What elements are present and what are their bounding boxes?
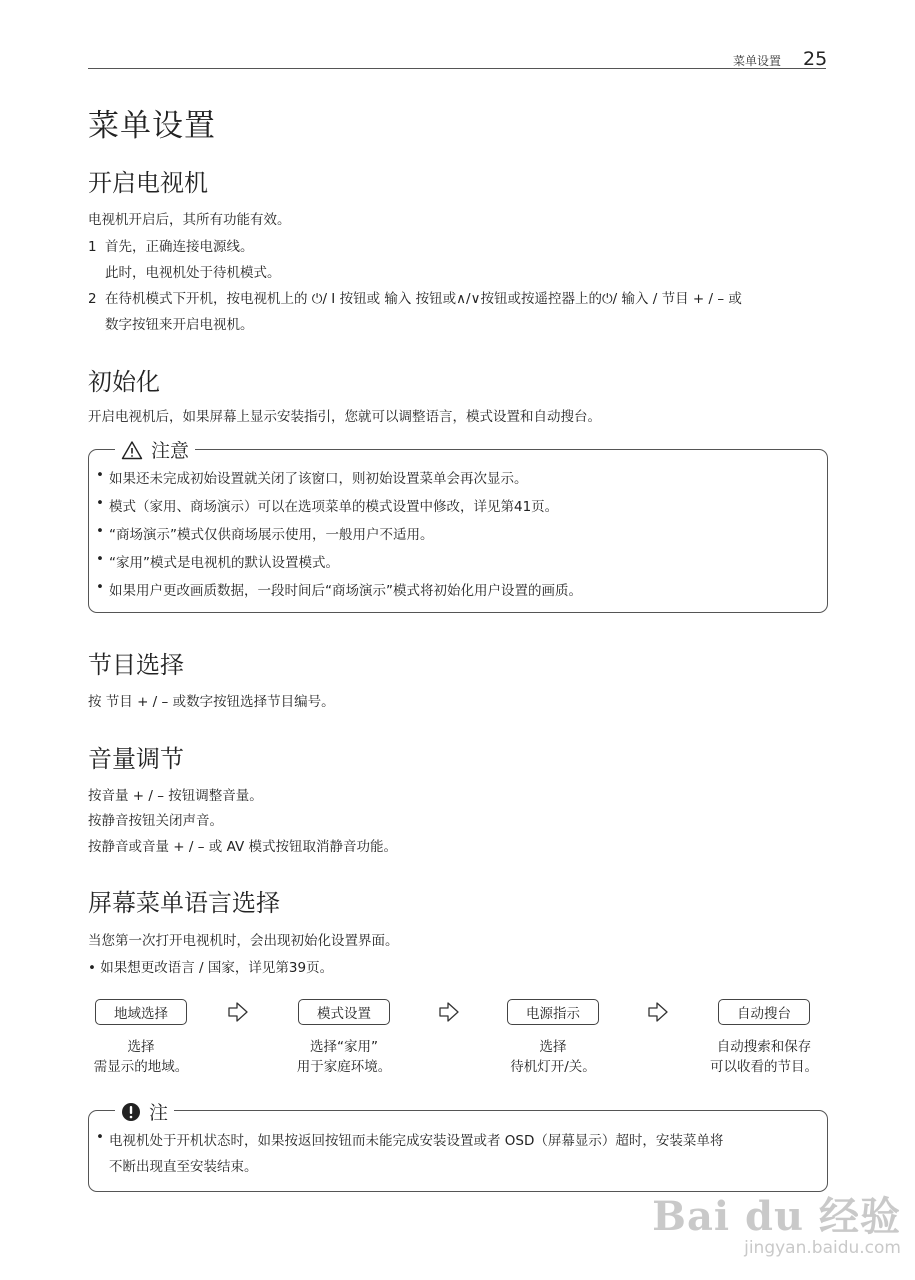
program-heading: 节目选择 <box>88 651 184 679</box>
list-item: • 电视机处于开机状态时，如果按返回按钮而未能完成安装设置或者 OSD（屏幕显示）超时，安装菜单将 <box>89 1129 723 1155</box>
volume-line-1: 按音量 + / – 按钮调整音量。 <box>88 788 263 804</box>
page-title: 菜单设置 <box>88 108 216 144</box>
osd-heading: 屏幕菜单语言选择 <box>88 889 280 917</box>
list-item: • “商场演示”模式仅供商场展示使用，一般用户不适用。 <box>89 523 582 551</box>
flow-caption-line-1: 选择“家用” <box>310 1039 378 1055</box>
step-text: 在待机模式下开机，按电视机上的 ⏻/ I 按钮或 输入 按钮或∧/∨按钮或按遥控器上的⏻/ 输入 / 节目 + / – 或 <box>105 291 742 307</box>
power-on-heading: 开启电视机 <box>88 169 208 197</box>
arrow-right-icon <box>646 1000 670 1024</box>
step-1-line-1 <box>88 235 254 255</box>
step-number: 1 <box>88 239 97 255</box>
note-list <box>89 1129 723 1181</box>
flow-caption <box>279 1037 409 1077</box>
flow-caption-line-2: 需显示的地域。 <box>93 1059 189 1075</box>
init-heading: 初始化 <box>88 368 160 396</box>
step-1-line-2: 此时，电视机处于待机模式。 <box>105 265 281 281</box>
warning-icon <box>121 440 143 460</box>
list-item: • 模式（家用、商场演示）可以在选项菜单的模式设置中修改，详见第41页。 <box>89 495 582 523</box>
caution-title-text: 注意 <box>151 440 190 462</box>
flow-caption-line-1: 选择 <box>127 1039 155 1055</box>
volume-line-3: 按静音或音量 + / – 或 AV 模式按钮取消静音功能。 <box>88 839 397 855</box>
mode-setting-box: 模式设置 <box>298 999 390 1025</box>
list-item: • 如果还未完成初始设置就关闭了该窗口，则初始设置菜单会再次显示。 <box>89 467 582 495</box>
step-text: 首先，正确连接电源线。 <box>105 239 254 255</box>
baidu-url: jingyan.baidu.com <box>744 1238 901 1258</box>
flow-caption-line-1: 选择 <box>539 1039 567 1055</box>
power-indicator-box: 电源指示 <box>507 999 599 1025</box>
flow-caption-line-2: 待机灯开/关。 <box>510 1059 596 1075</box>
exclamation-icon <box>121 1102 141 1122</box>
step-2-line-2: 数字按钮来开启电视机。 <box>105 317 254 333</box>
volume-heading: 音量调节 <box>88 745 184 773</box>
flow-step-mode <box>279 999 409 1077</box>
flow-step-auto-tuning <box>696 999 832 1077</box>
flow-caption <box>488 1037 618 1077</box>
header-section-title: 菜单设置 <box>733 54 782 68</box>
osd-line-2: • 如果想更改语言 / 国家，详见第39页。 <box>88 960 334 976</box>
caution-title <box>115 436 195 463</box>
volume-line-2: 按静音按钮关闭声音。 <box>88 813 223 829</box>
arrow-right-icon <box>437 1000 461 1024</box>
flow-caption-line-2: 用于家庭环境。 <box>296 1059 392 1075</box>
note-title <box>115 1098 174 1125</box>
list-item: • 如果用户更改画质数据，一段时间后“商场演示”模式将初始化用户设置的画质。 <box>89 579 582 607</box>
program-text: 按 节目 + / – 或数字按钮选择节目编号。 <box>88 694 335 710</box>
header-divider <box>88 68 826 69</box>
step-2-line-1 <box>88 287 742 307</box>
list-item: • “家用”模式是电视机的默认设置模式。 <box>89 551 582 579</box>
flow-caption <box>74 1037 208 1077</box>
note-title-text: 注 <box>149 1102 169 1124</box>
osd-line-1: 当您第一次打开电视机时，会出现初始化设置界面。 <box>88 933 399 949</box>
flow-caption-line-1: 自动搜索和保存 <box>716 1039 812 1055</box>
flow-caption <box>696 1037 832 1077</box>
power-on-intro: 电视机开启后，其所有功能有效。 <box>88 212 291 228</box>
baidu-watermark <box>652 1185 901 1258</box>
page-number: 25 <box>803 48 828 70</box>
auto-tuning-box: 自动搜台 <box>718 999 810 1025</box>
step-number: 2 <box>88 291 97 307</box>
region-select-box: 地域选择 <box>95 999 187 1025</box>
arrow-right-icon <box>226 1000 250 1024</box>
flow-step-region <box>74 999 208 1077</box>
init-text: 开启电视机后，如果屏幕上显示安装指引，您就可以调整语言，模式设置和自动搜台。 <box>88 409 601 425</box>
baidu-logo: Bai du 经验 <box>652 1193 901 1240</box>
flow-caption-line-2: 可以收看的节目。 <box>710 1059 818 1075</box>
caution-box <box>88 440 828 613</box>
flow-step-power-indicator <box>488 999 618 1077</box>
list-item-continuation: 不断出现直至安装结束。 <box>109 1159 258 1175</box>
caution-list <box>89 467 582 607</box>
note-box <box>88 1102 828 1192</box>
